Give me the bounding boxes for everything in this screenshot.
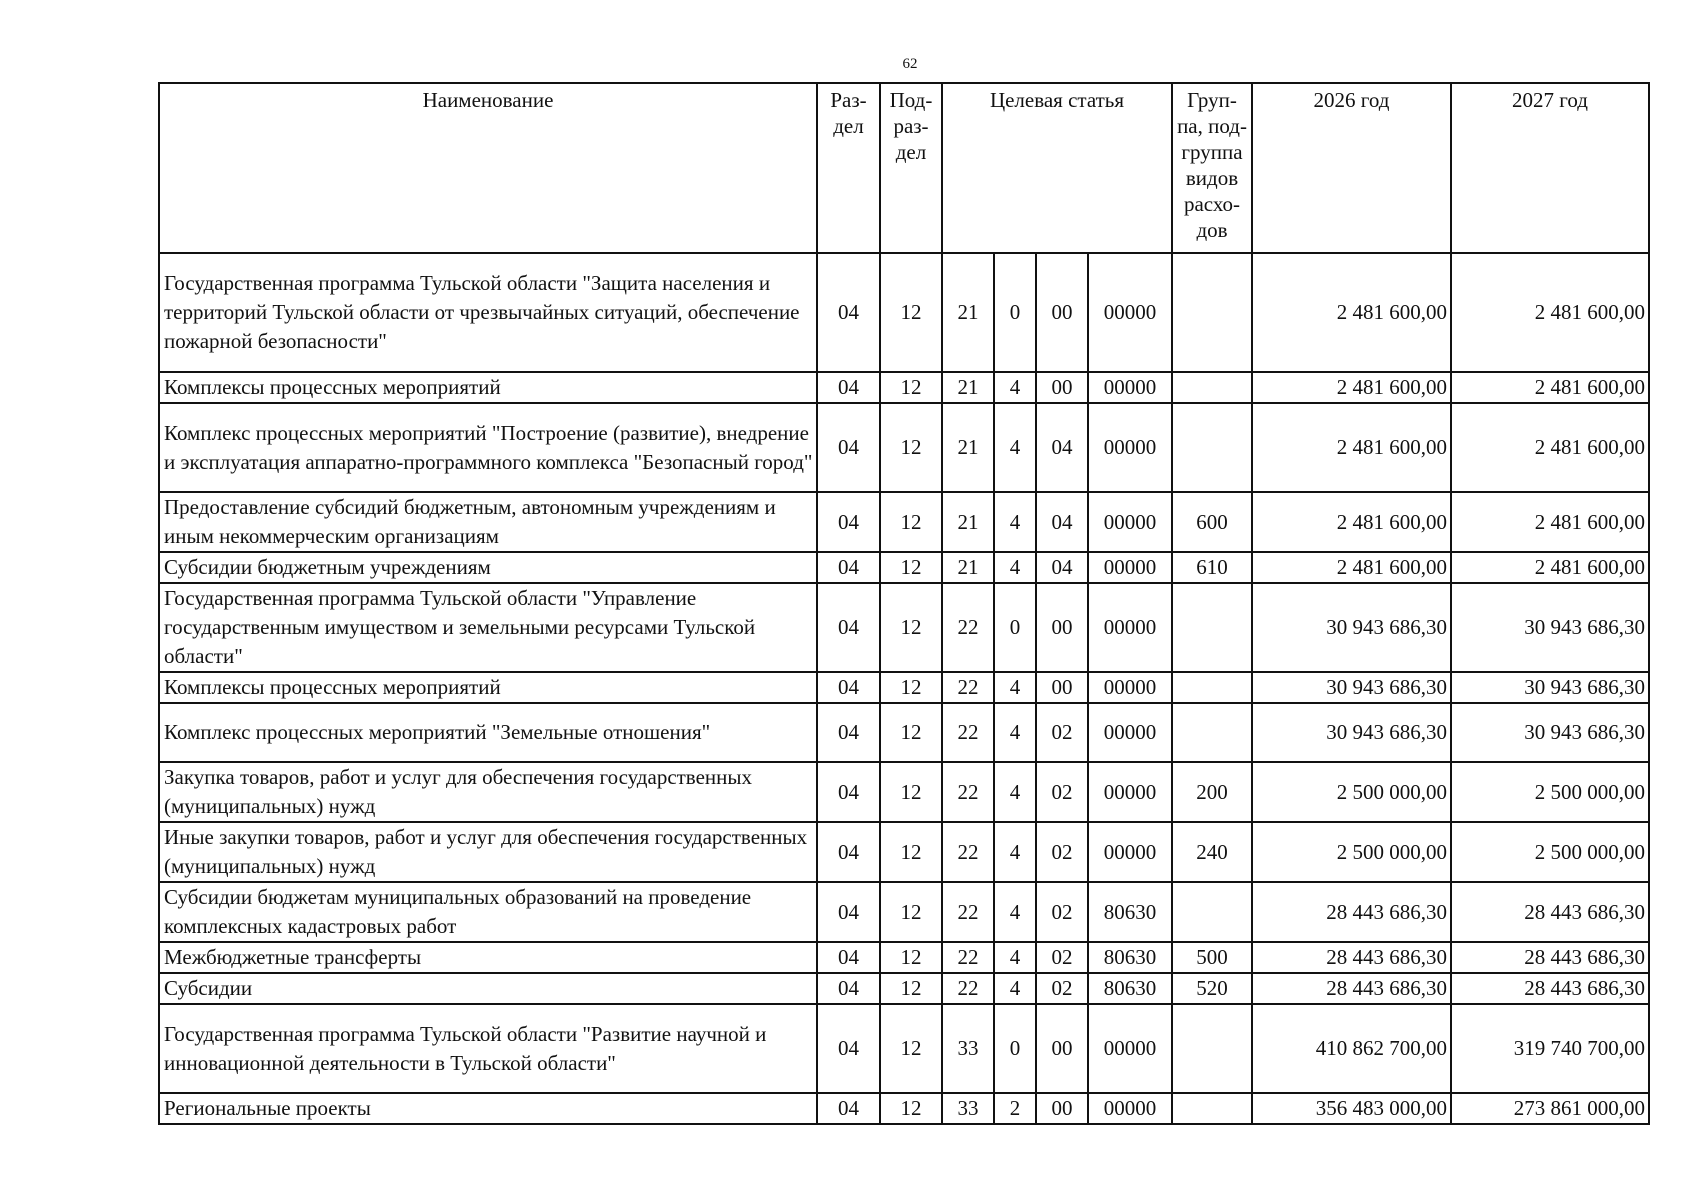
row-razdel: 04 (817, 492, 880, 552)
row-expense-group: 500 (1172, 942, 1252, 973)
row-podrazdel: 12 (880, 1093, 942, 1124)
row-amount-2026: 30 943 686,30 (1252, 703, 1451, 762)
table-header-row (159, 83, 1649, 253)
row-name: Предоставление субсидий бюджетным, автономным учреждениям и иным некоммерческим организациям (159, 492, 817, 552)
row-target-program: 22 (942, 762, 994, 822)
row-target-direction: 00000 (1088, 372, 1172, 403)
row-target-type: 4 (994, 672, 1036, 703)
row-razdel: 04 (817, 762, 880, 822)
row-name: Субсидии (159, 973, 817, 1004)
row-target-structure: 02 (1036, 973, 1088, 1004)
row-podrazdel: 12 (880, 253, 942, 372)
table-row (159, 822, 1649, 882)
row-podrazdel: 12 (880, 552, 942, 583)
row-target-type: 4 (994, 492, 1036, 552)
row-amount-2027: 2 481 600,00 (1451, 492, 1649, 552)
row-expense-group (1172, 583, 1252, 672)
row-target-direction: 00000 (1088, 492, 1172, 552)
row-name: Комплекс процессных мероприятий "Построение (развитие), внедрение и эксплуатация аппаратно-программного комплекса "Безопасный город" (159, 403, 817, 492)
row-target-program: 21 (942, 403, 994, 492)
row-name: Государственная программа Тульской области "Развитие научной и инновационной деятельности в Тульской области" (159, 1004, 817, 1093)
row-target-type: 2 (994, 1093, 1036, 1124)
row-target-program: 22 (942, 583, 994, 672)
table-row (159, 672, 1649, 703)
row-target-type: 4 (994, 703, 1036, 762)
row-name: Государственная программа Тульской области "Управление государственным имуществом и земельными ресурсами Тульской области" (159, 583, 817, 672)
row-amount-2027: 2 481 600,00 (1451, 552, 1649, 583)
row-amount-2026: 2 481 600,00 (1252, 403, 1451, 492)
header-razdel-line: Раз- (830, 88, 867, 112)
row-target-direction: 00000 (1088, 583, 1172, 672)
row-razdel: 04 (817, 672, 880, 703)
header-group-line: расхо- (1183, 192, 1241, 216)
row-expense-group: 520 (1172, 973, 1252, 1004)
row-target-type: 4 (994, 822, 1036, 882)
row-podrazdel: 12 (880, 372, 942, 403)
row-amount-2026: 30 943 686,30 (1252, 672, 1451, 703)
row-razdel: 04 (817, 583, 880, 672)
row-amount-2027: 30 943 686,30 (1451, 703, 1649, 762)
row-expense-group (1172, 253, 1252, 372)
row-razdel: 04 (817, 1093, 880, 1124)
row-name: Региональные проекты (159, 1093, 817, 1124)
row-name: Субсидии бюджетам муниципальных образований на проведение комплексных кадастровых работ (159, 882, 817, 942)
row-name: Межбюджетные трансферты (159, 942, 817, 973)
row-name: Иные закупки товаров, работ и услуг для обеспечения государственных (муниципальных) нужд (159, 822, 817, 882)
row-target-structure: 00 (1036, 372, 1088, 403)
row-amount-2027: 2 481 600,00 (1451, 403, 1649, 492)
row-name: Комплекс процессных мероприятий "Земельные отношения" (159, 703, 817, 762)
row-razdel: 04 (817, 703, 880, 762)
row-amount-2026: 30 943 686,30 (1252, 583, 1451, 672)
header-razdel-line: дел (833, 114, 864, 138)
row-target-direction: 80630 (1088, 882, 1172, 942)
row-target-type: 4 (994, 762, 1036, 822)
row-target-type: 0 (994, 253, 1036, 372)
row-target-program: 21 (942, 372, 994, 403)
row-podrazdel: 12 (880, 822, 942, 882)
row-amount-2026: 2 481 600,00 (1252, 372, 1451, 403)
row-expense-group: 600 (1172, 492, 1252, 552)
table-row (159, 762, 1649, 822)
row-target-structure: 02 (1036, 822, 1088, 882)
row-target-structure: 02 (1036, 703, 1088, 762)
row-amount-2026: 28 443 686,30 (1252, 882, 1451, 942)
header-razdel (817, 83, 880, 253)
table-row (159, 583, 1649, 672)
table-row (159, 882, 1649, 942)
row-podrazdel: 12 (880, 583, 942, 672)
row-razdel: 04 (817, 1004, 880, 1093)
row-target-program: 22 (942, 703, 994, 762)
row-target-program: 22 (942, 822, 994, 882)
header-group-line: видов (1185, 166, 1239, 190)
row-razdel: 04 (817, 253, 880, 372)
row-target-type: 4 (994, 403, 1036, 492)
header-podrazdel-line: Под- (889, 88, 933, 112)
row-target-type: 0 (994, 583, 1036, 672)
table-row (159, 973, 1649, 1004)
row-target-type: 4 (994, 882, 1036, 942)
row-razdel: 04 (817, 882, 880, 942)
row-name: Комплексы процессных мероприятий (159, 672, 817, 703)
row-target-direction: 00000 (1088, 1093, 1172, 1124)
table-row (159, 703, 1649, 762)
row-name: Комплексы процессных мероприятий (159, 372, 817, 403)
header-podrazdel (880, 83, 942, 253)
row-amount-2027: 30 943 686,30 (1451, 583, 1649, 672)
row-target-program: 21 (942, 552, 994, 583)
row-podrazdel: 12 (880, 762, 942, 822)
row-amount-2026: 28 443 686,30 (1252, 973, 1451, 1004)
table-row (159, 403, 1649, 492)
row-name: Закупка товаров, работ и услуг для обеспечения государственных (муниципальных) нужд (159, 762, 817, 822)
header-group-line: дов (1196, 218, 1228, 242)
row-expense-group (1172, 1004, 1252, 1093)
table-row (159, 372, 1649, 403)
header-target: Целевая статья (942, 83, 1172, 253)
header-podrazdel-line: раз- (893, 114, 929, 138)
row-target-direction: 00000 (1088, 1004, 1172, 1093)
row-target-type: 4 (994, 372, 1036, 403)
row-expense-group: 240 (1172, 822, 1252, 882)
row-razdel: 04 (817, 403, 880, 492)
row-amount-2027: 2 481 600,00 (1451, 253, 1649, 372)
row-expense-group (1172, 672, 1252, 703)
row-expense-group (1172, 882, 1252, 942)
row-amount-2027: 28 443 686,30 (1451, 942, 1649, 973)
header-group-line: группа (1181, 140, 1243, 164)
row-target-structure: 02 (1036, 942, 1088, 973)
row-expense-group: 610 (1172, 552, 1252, 583)
row-amount-2027: 273 861 000,00 (1451, 1093, 1649, 1124)
row-target-structure: 04 (1036, 492, 1088, 552)
row-razdel: 04 (817, 973, 880, 1004)
row-target-program: 33 (942, 1004, 994, 1093)
row-target-type: 0 (994, 1004, 1036, 1093)
row-target-program: 33 (942, 1093, 994, 1124)
row-razdel: 04 (817, 822, 880, 882)
header-group-line: па, под- (1177, 114, 1247, 138)
row-razdel: 04 (817, 372, 880, 403)
row-amount-2026: 2 481 600,00 (1252, 552, 1451, 583)
row-podrazdel: 12 (880, 492, 942, 552)
row-razdel: 04 (817, 552, 880, 583)
row-target-structure: 02 (1036, 762, 1088, 822)
row-target-structure: 00 (1036, 672, 1088, 703)
row-amount-2027: 2 481 600,00 (1451, 372, 1649, 403)
row-target-structure: 02 (1036, 882, 1088, 942)
row-target-direction: 00000 (1088, 822, 1172, 882)
row-target-direction: 00000 (1088, 762, 1172, 822)
row-expense-group (1172, 403, 1252, 492)
row-target-direction: 00000 (1088, 403, 1172, 492)
row-podrazdel: 12 (880, 703, 942, 762)
row-target-program: 22 (942, 942, 994, 973)
row-amount-2026: 28 443 686,30 (1252, 942, 1451, 973)
row-target-type: 4 (994, 942, 1036, 973)
header-2026: 2026 год (1252, 83, 1451, 253)
row-target-program: 22 (942, 973, 994, 1004)
row-podrazdel: 12 (880, 942, 942, 973)
header-2027: 2027 год (1451, 83, 1649, 253)
row-target-direction: 00000 (1088, 703, 1172, 762)
table-row (159, 552, 1649, 583)
row-target-structure: 00 (1036, 1004, 1088, 1093)
row-expense-group: 200 (1172, 762, 1252, 822)
header-group (1172, 83, 1252, 253)
row-amount-2026: 410 862 700,00 (1252, 1004, 1451, 1093)
row-target-direction: 00000 (1088, 672, 1172, 703)
header-podrazdel-line: дел (895, 140, 927, 164)
row-target-structure: 00 (1036, 253, 1088, 372)
table-row (159, 1004, 1649, 1093)
row-target-structure: 00 (1036, 1093, 1088, 1124)
header-group-line: Груп- (1187, 88, 1237, 112)
row-expense-group (1172, 372, 1252, 403)
row-target-structure: 00 (1036, 583, 1088, 672)
row-expense-group (1172, 1093, 1252, 1124)
row-podrazdel: 12 (880, 1004, 942, 1093)
row-name: Государственная программа Тульской области "Защита населения и территорий Тульской области от чрезвычайных ситуаций, обеспечение пожарной безопасности" (159, 253, 817, 372)
row-target-type: 4 (994, 973, 1036, 1004)
row-amount-2026: 2 481 600,00 (1252, 253, 1451, 372)
row-podrazdel: 12 (880, 403, 942, 492)
row-amount-2026: 2 500 000,00 (1252, 762, 1451, 822)
row-amount-2027: 2 500 000,00 (1451, 762, 1649, 822)
row-amount-2027: 28 443 686,30 (1451, 973, 1649, 1004)
row-podrazdel: 12 (880, 882, 942, 942)
row-expense-group (1172, 703, 1252, 762)
budget-table (158, 82, 1650, 1125)
row-target-direction: 80630 (1088, 942, 1172, 973)
page-number: 62 (902, 56, 918, 72)
row-name: Субсидии бюджетным учреждениям (159, 552, 817, 583)
row-target-direction: 80630 (1088, 973, 1172, 1004)
row-target-direction: 00000 (1088, 253, 1172, 372)
row-target-program: 22 (942, 882, 994, 942)
row-podrazdel: 12 (880, 973, 942, 1004)
row-podrazdel: 12 (880, 672, 942, 703)
row-target-type: 4 (994, 552, 1036, 583)
row-amount-2027: 2 500 000,00 (1451, 822, 1649, 882)
table-row (159, 492, 1649, 552)
row-amount-2026: 356 483 000,00 (1252, 1093, 1451, 1124)
row-razdel: 04 (817, 942, 880, 973)
row-target-program: 21 (942, 253, 994, 372)
row-amount-2027: 319 740 700,00 (1451, 1004, 1649, 1093)
row-amount-2027: 28 443 686,30 (1451, 882, 1649, 942)
row-amount-2027: 30 943 686,30 (1451, 672, 1649, 703)
row-target-program: 22 (942, 672, 994, 703)
row-target-direction: 00000 (1088, 552, 1172, 583)
row-amount-2026: 2 500 000,00 (1252, 822, 1451, 882)
table-row (159, 942, 1649, 973)
row-target-structure: 04 (1036, 403, 1088, 492)
row-target-structure: 04 (1036, 552, 1088, 583)
row-amount-2026: 2 481 600,00 (1252, 492, 1451, 552)
header-name: Наименование (159, 83, 817, 253)
row-target-program: 21 (942, 492, 994, 552)
table-row (159, 253, 1649, 372)
table-row (159, 1093, 1649, 1124)
